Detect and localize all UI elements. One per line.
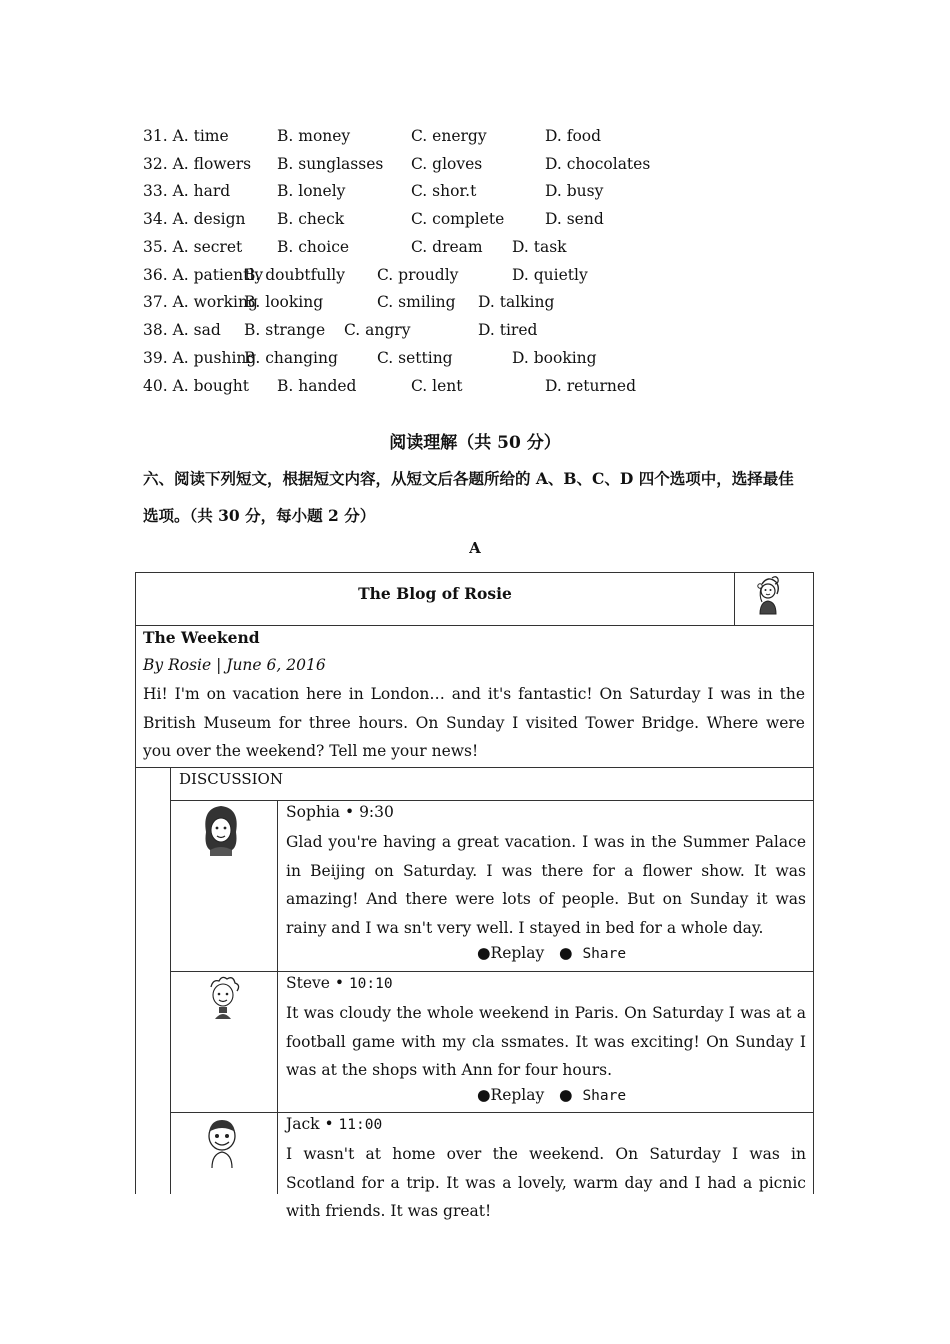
option-d: D. chocolates [545, 155, 651, 173]
reply-label: Replay [490, 1086, 545, 1104]
divider [135, 625, 814, 626]
option-c: C. gloves [411, 155, 483, 173]
option-d: D. quietly [512, 266, 588, 284]
section-title: 阅读理解（共 50 分） [389, 433, 561, 453]
reply-label: Replay [490, 944, 545, 962]
option-d: D. task [512, 238, 567, 256]
bullet-icon: ● [559, 1086, 573, 1104]
option-b: B. strange [244, 321, 326, 339]
comment-header: Sophia • 9:30 [286, 803, 394, 821]
comment-author: Jack [286, 1115, 320, 1133]
post-title: The Weekend [143, 628, 260, 647]
instruction-line-2: 选项。（共 30 分，每小题 2 分） [143, 506, 376, 525]
option-b: B. lonely [277, 182, 346, 200]
comment-author: Sophia [286, 803, 341, 821]
option-b: B. choice [277, 238, 350, 256]
option-b: B. handed [277, 377, 357, 395]
option-d: D. send [545, 210, 604, 228]
option-b: B. sunglasses [277, 155, 384, 173]
share-label: Share [582, 1088, 627, 1104]
option-c: C. lent [411, 377, 463, 395]
blog-title: The Blog of Rosie [358, 584, 512, 603]
divider [170, 767, 171, 1194]
reply-action[interactable] [477, 944, 544, 962]
divider [135, 767, 814, 768]
comment-text: It was cloudy the whole weekend in Paris. On Saturday I was at a football game with my cla ssmates. It was exciting! On Sunday I was at the shops with Ann for four hours. [286, 1004, 806, 1079]
share-label: Share [582, 946, 627, 962]
instruction-line-1: 六、阅读下列短文，根据短文内容，从短文后各题所给的 A、B、C、D 四个选项中，选择最佳 [143, 469, 794, 488]
divider [170, 800, 814, 801]
option-b: B. doubtfully [244, 266, 346, 284]
divider [734, 572, 735, 626]
option-d: D. food [545, 127, 602, 145]
divider [170, 971, 814, 972]
steve-avatar [201, 973, 247, 1029]
option-a: 39. A. pushing [143, 349, 257, 367]
discussion-label: DISCUSSION [179, 770, 283, 788]
option-c: C. dream [411, 238, 483, 256]
jack-avatar [200, 1114, 246, 1170]
option-d: D. busy [545, 182, 604, 200]
option-c: C. proudly [377, 266, 459, 284]
option-d: D. tired [478, 321, 538, 339]
option-c: C. complete [411, 210, 505, 228]
option-b: B. check [277, 210, 345, 228]
rosie-avatar [748, 574, 788, 618]
option-c: C. setting [377, 349, 453, 367]
comment-time: 9:30 [359, 803, 394, 821]
option-c: C. angry [344, 321, 411, 339]
option-b: B. money [277, 127, 351, 145]
option-a: 33. A. hard [143, 182, 231, 200]
option-a: 36. A. patiently [143, 266, 264, 284]
comment-header: Steve • 10:10 [286, 974, 393, 992]
option-d: D. booking [512, 349, 597, 367]
option-a: 31. A. time [143, 127, 229, 145]
comment-time: 11:00 [338, 1117, 383, 1133]
divider [277, 800, 278, 1194]
bullet-icon: ● [559, 944, 573, 962]
option-d: D. returned [545, 377, 637, 395]
option-a: 38. A. sad [143, 321, 221, 339]
share-action[interactable] [559, 944, 626, 962]
share-action[interactable] [559, 1086, 626, 1104]
comment-text: I wasn't at home over the weekend. On Saturday I was in Scotland for a trip. It was a lovely, warm day and I had a picnic with friends. It was great! [286, 1145, 806, 1220]
post-byline: By Rosie | June 6, 2016 [143, 656, 326, 674]
comment-header: Jack • 11:00 [286, 1115, 383, 1133]
sophia-avatar [198, 802, 244, 858]
option-a: 40. A. bought [143, 377, 249, 395]
option-d: D. talking [478, 293, 555, 311]
option-a: 35. A. secret [143, 238, 243, 256]
option-a: 34. A. design [143, 210, 246, 228]
bullet-icon: ● [477, 1086, 491, 1104]
option-a: 32. A. flowers [143, 155, 252, 173]
option-c: C. shor.t [411, 182, 477, 200]
bullet-icon: ● [477, 944, 491, 962]
option-b: B. looking [244, 293, 324, 311]
option-c: C. energy [411, 127, 487, 145]
passage-label: A [469, 539, 481, 557]
comment-text: Glad you're having a great vacation. I was in the Summer Palace in Beijing on Saturday. I was there for a flower show. It was amazing! And there were lots of people. But on Sunday it was rainy and I wa sn't very well. I stayed in bed for a whole day. [286, 833, 806, 937]
option-c: C. smiling [377, 293, 456, 311]
divider [170, 1112, 814, 1113]
comment-time: 10:10 [348, 976, 393, 992]
comment-author: Steve [286, 974, 330, 992]
reply-action[interactable] [477, 1086, 544, 1104]
comment-actions [477, 944, 626, 962]
option-a: 37. A. working [143, 293, 258, 311]
post-body: Hi! I'm on vacation here in London… and it's fantastic! On Saturday I was in the British Museum for three hours. On Sunday I visited Tower Bridge. Where were you over the weekend? Tell me your news! [143, 685, 805, 760]
option-b: B. changing [244, 349, 338, 367]
comment-actions [477, 1086, 626, 1104]
